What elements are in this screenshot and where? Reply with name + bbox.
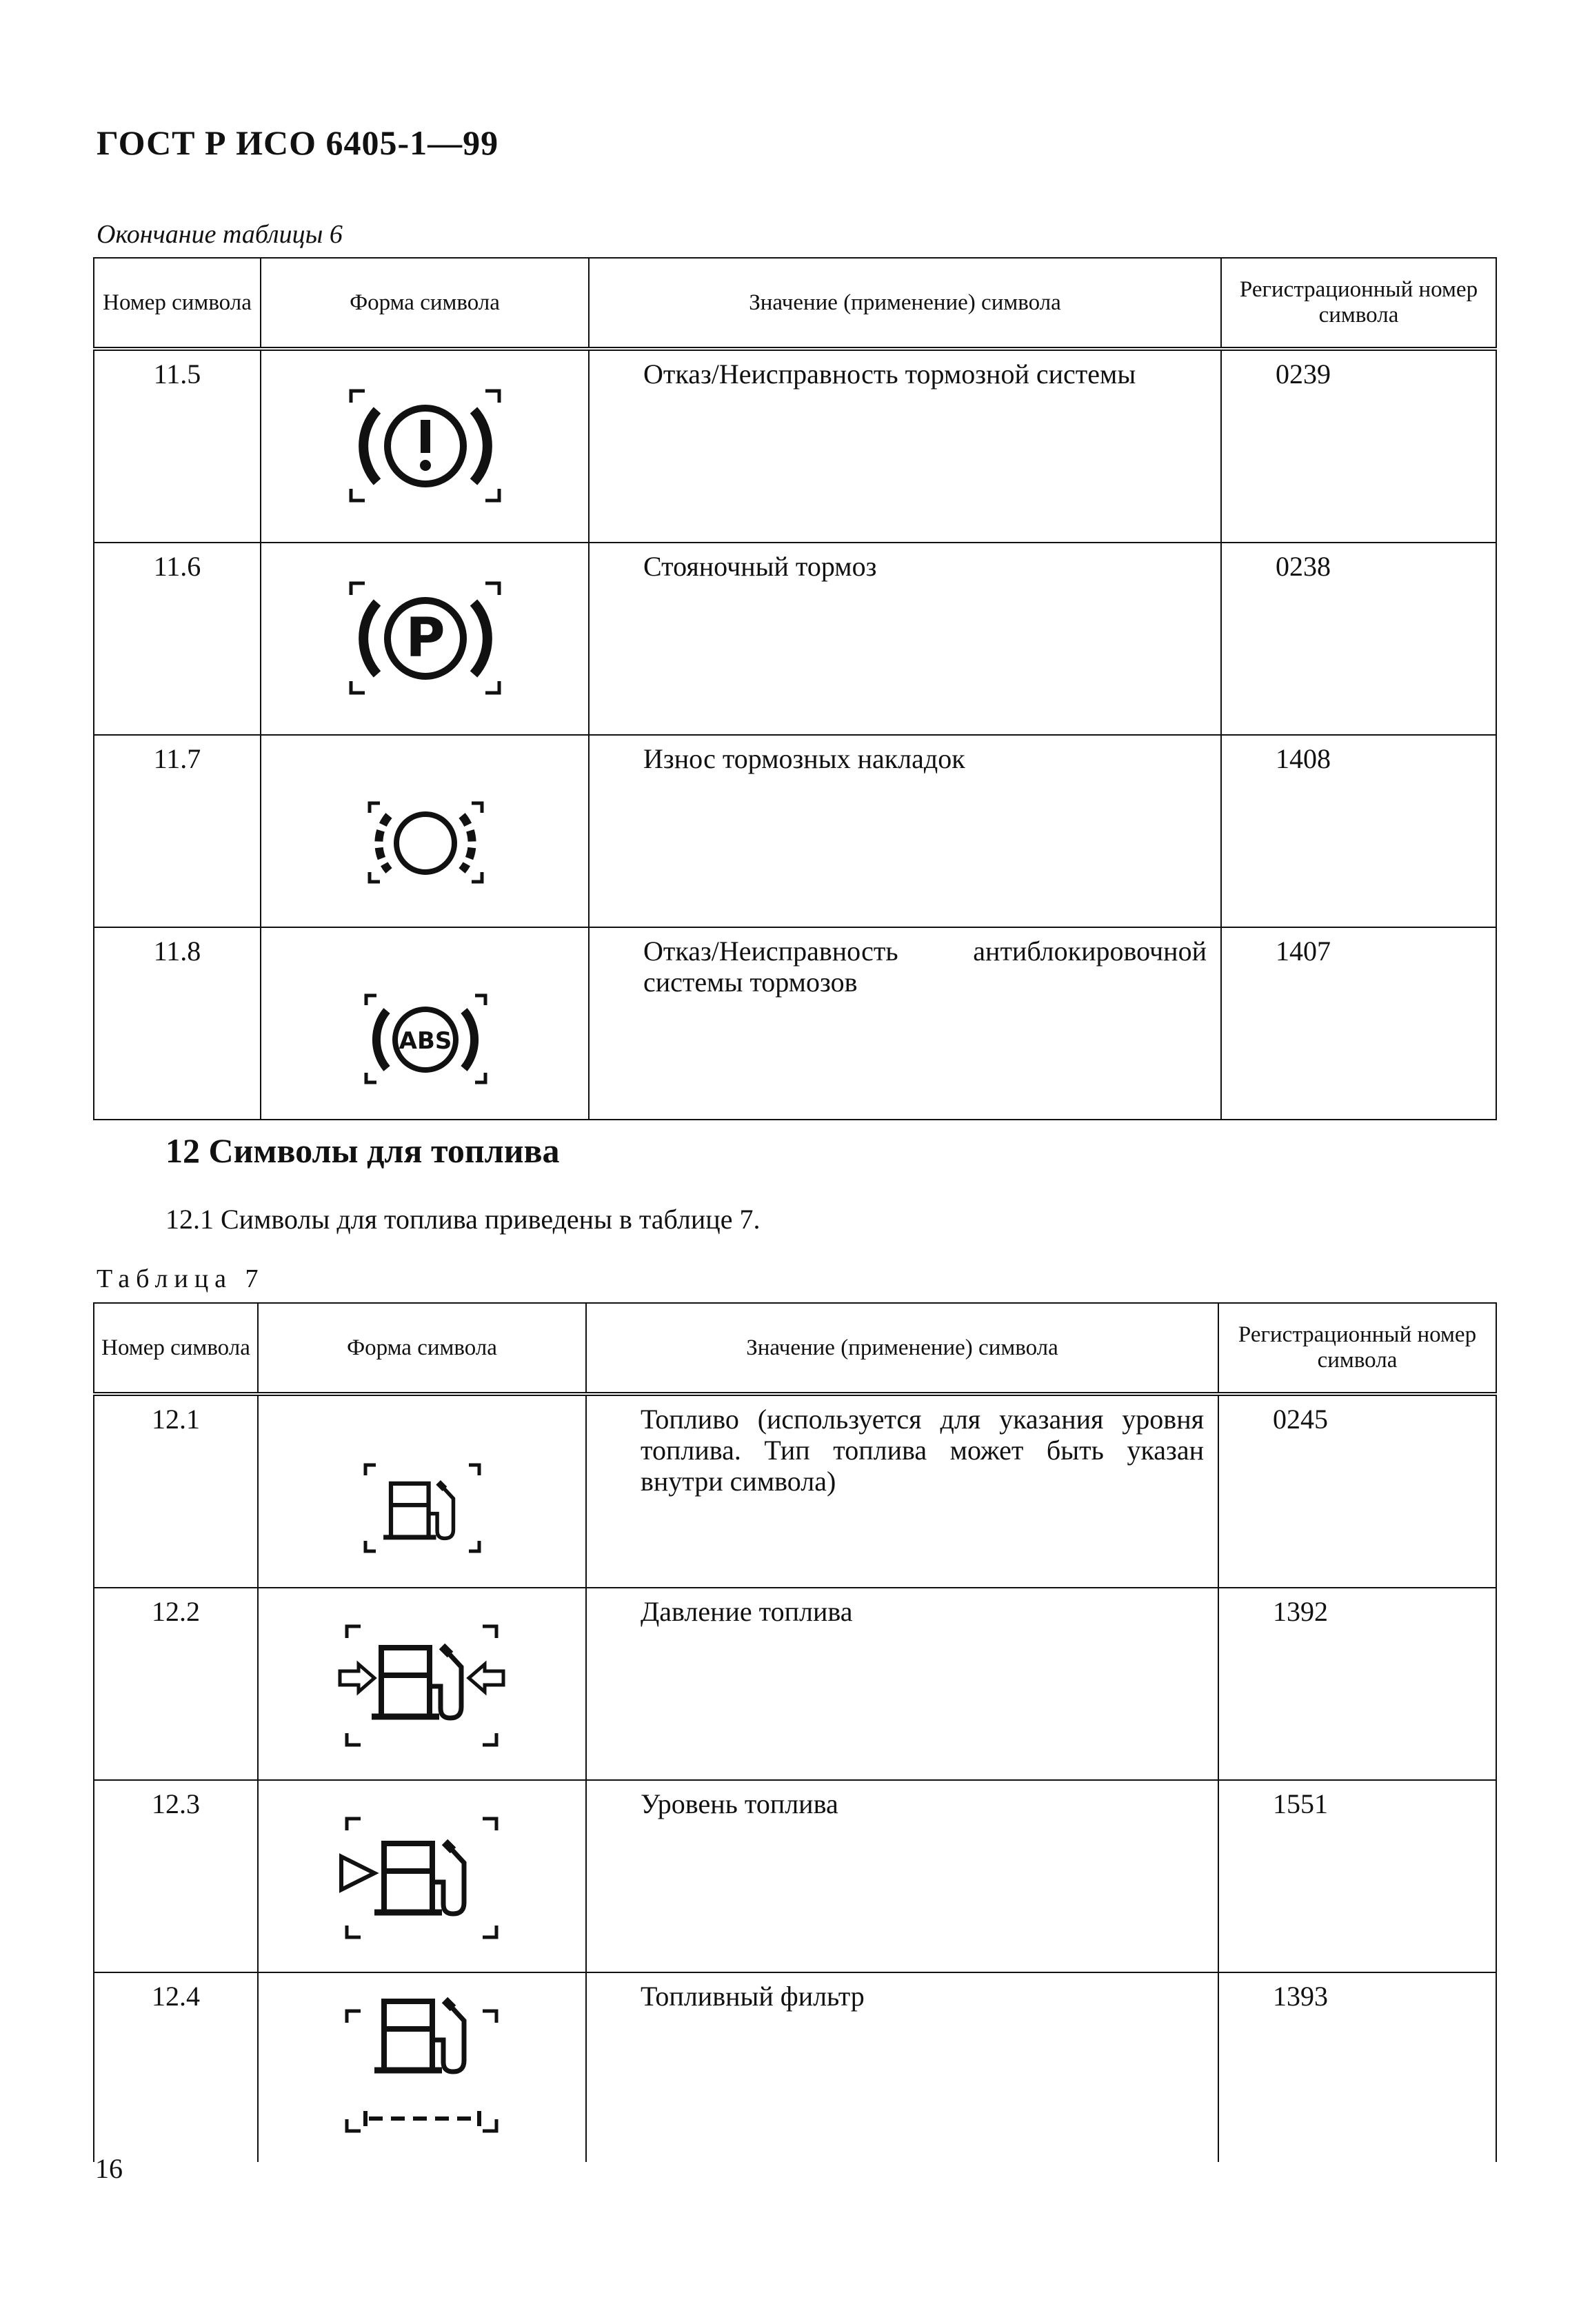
table-row — [94, 927, 1496, 1120]
fuel-icon — [259, 1396, 587, 1579]
table-row — [94, 1588, 1496, 1780]
symbol-meaning: Давление топлива — [586, 1588, 1218, 1780]
symbol-reg-number: 1407 — [1221, 927, 1496, 1120]
col-header-symbol: Форма символа — [261, 258, 589, 349]
symbol-number: 11.8 — [94, 927, 261, 1120]
page-number: 16 — [95, 2153, 123, 2184]
abs-failure-icon — [261, 928, 590, 1111]
symbol-number: 12.1 — [94, 1394, 258, 1588]
table-row — [94, 349, 1496, 543]
fuel-level-icon — [259, 1781, 587, 1963]
svg-text:ABS: ABS — [399, 1027, 452, 1055]
table-row — [94, 1394, 1496, 1588]
symbol-meaning: Топливный фильтр — [586, 1972, 1218, 2162]
col-header-meaning: Значение (применение) символа — [586, 1303, 1218, 1394]
table6-header-row — [94, 258, 1496, 349]
col-header-number: Номер символа — [94, 258, 261, 349]
col-header-number: Номер символа — [94, 1303, 258, 1394]
symbol-number: 12.2 — [94, 1588, 258, 1780]
col-header-reg: Регистрационный номер символа — [1221, 258, 1496, 349]
section-text: 12.1 Символы для топлива приведены в таблице 7. — [165, 1204, 761, 1235]
table-row — [94, 543, 1496, 735]
symbol-reg-number: 0245 — [1218, 1394, 1496, 1588]
symbol-meaning: Отказ/Неисправность антиблокировочной системы тормозов — [589, 927, 1221, 1120]
table-row — [94, 1972, 1496, 2162]
table-row — [94, 735, 1496, 927]
col-header-symbol: Форма символа — [258, 1303, 586, 1394]
svg-text:P: P — [405, 607, 445, 669]
document-header: ГОСТ Р ИСО 6405-1—99 — [97, 123, 499, 162]
symbol-meaning: Износ тормозных накладок — [589, 735, 1221, 927]
symbol-number: 11.5 — [94, 349, 261, 543]
symbol-meaning: Отказ/Неисправность тормозной системы — [589, 349, 1221, 543]
table-row — [94, 1780, 1496, 1972]
symbol-meaning: Уровень топлива — [586, 1780, 1218, 1972]
symbol-reg-number: 0238 — [1221, 543, 1496, 735]
symbol-reg-number: 1408 — [1221, 735, 1496, 927]
symbol-reg-number: 0239 — [1221, 349, 1496, 543]
symbol-meaning: Топливо (используется для указания уровня топлива. Тип топлива может быть указан внутри символа) — [586, 1394, 1218, 1588]
symbol-reg-number: 1392 — [1218, 1588, 1496, 1780]
symbol-reg-number: 1393 — [1218, 1972, 1496, 2162]
table7-caption: Таблица 7 — [97, 1264, 265, 1293]
section-title: 12 Символы для топлива — [165, 1131, 560, 1170]
symbol-meaning: Стояночный тормоз — [589, 543, 1221, 735]
fuel-filter-icon — [259, 1973, 587, 2154]
table-6 — [93, 257, 1497, 1120]
table6-caption: Окончание таблицы 6 — [97, 220, 343, 249]
parking-brake-icon — [261, 543, 590, 726]
symbol-number: 11.7 — [94, 735, 261, 927]
table-7 — [93, 1302, 1497, 2162]
table7-header-row — [94, 1303, 1496, 1394]
brake-lining-wear-icon — [261, 736, 590, 918]
col-header-reg: Регистрационный номер символа — [1218, 1303, 1496, 1394]
col-header-meaning: Значение (применение) символа — [589, 258, 1221, 349]
symbol-number: 11.6 — [94, 543, 261, 735]
symbol-reg-number: 1551 — [1218, 1780, 1496, 1972]
symbol-number: 12.3 — [94, 1780, 258, 1972]
brake-failure-icon — [261, 351, 590, 534]
symbol-number: 12.4 — [94, 1972, 258, 2162]
fuel-pressure-icon — [259, 1588, 587, 1771]
